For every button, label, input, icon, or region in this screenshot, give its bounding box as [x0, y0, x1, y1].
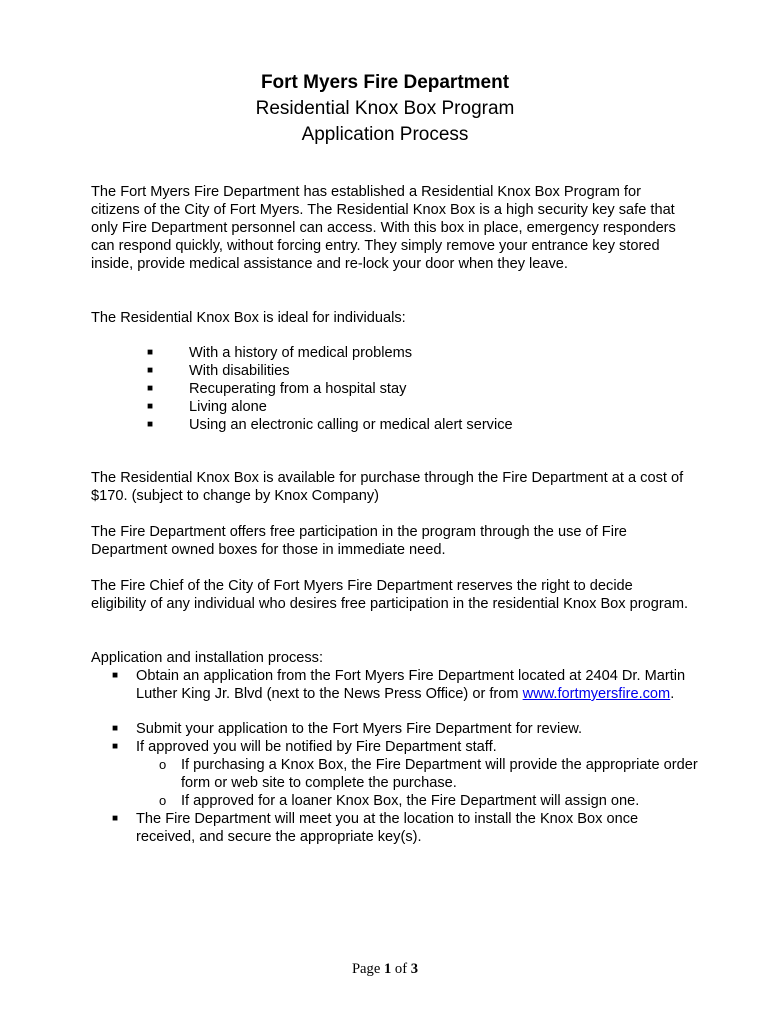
purchase-paragraph: The Residential Knox Box is available for purchase through the Fire Department at a cost of $170. (subject to change by Knox Company): [91, 470, 684, 504]
bullet-square-icon: [147, 416, 153, 434]
bullet-square-icon: [147, 398, 153, 416]
free-participation-paragraph: The Fire Department offers free participation in the program through the use of Fire Department owned boxes for those in immediate need.: [91, 524, 627, 558]
document-page: Fort Myers Fire Department Residential Knox Box Program Application Process The Fort Myers Fire Department has established a Residential Knox Box Program for citizens of the City of Fort Myers. The Residential Knox Box is a high security key safe that only Fire Department personnel can access. With this box in place, emergency responders can respond quickly, without forcing entry. They simply remove your entrance key stored inside, provide medical assistance and re-lock your door when they leave. The Residential Knox Box is ideal for individuals: ■ With a history of medical problems ■ With disabilities ■ Recuperating from a hospital stay ■ Living alone ■ Using an electronic calling or medical alert service The Residential Knox Box is available for purchase through the Fire Department at a cost of $170. (subject to change by Knox Company) The Fire Department offers free participation in the program through the use of Fire Department owned boxes for those in immediate need. The Fire Chief of the City of Fort Myers Fire Department reserves the right to decide eligibility of any individual who desires free participation in the residential Knox Box program. Application and installation process: ■ Obtain an application from the Fort Myers Fire Department located at 2404 Dr. Martin Luther King Jr. Blvd (next to the News Press Office) or from www.fortmyersfire.com. ■ Submit your application to the Fort Myers Fire Department for review. ■ If approved you will be notified by Fire Department staff. o If purchasing a Knox Box, the Fire Department will provide the appropriate order form or web site to complete the purchase. o If approved for a loaner Knox Box, the Fire Department will assign one. ■ The Fire Department will meet you at the location to install the Knox Box once received, and secure the appropriate key(s). Page 1 of 3: [0, 0, 770, 1024]
page-word: Page: [351, 961, 381, 977]
step-text: Obtain an application from the Fort Myers Fire Department located at 2404 Dr. Martin Luther King Jr. Blvd (next to the News Press Office) or from: [136, 668, 686, 702]
substep-text: If purchasing a Knox Box, the Fire Department will provide the appropriate order form or web site to complete the purchase.: [181, 757, 698, 791]
step-text: Submit your application to the Fort Myers Fire Department for review.: [136, 721, 583, 737]
title-block: [0, 70, 770, 148]
bullet-square-icon: [112, 667, 118, 685]
bullet-square-icon: [147, 362, 153, 380]
bullet-square-icon: [112, 810, 118, 828]
bullet-circle-icon: o: [159, 793, 167, 808]
page-number: 1: [383, 961, 392, 977]
eligibility-paragraph: The Fire Chief of the City of Fort Myers Fire Department reserves the right to decide eligibility of any individual who desires free participation in the residential Knox Box program.: [91, 578, 689, 612]
page-total: 3: [410, 961, 419, 977]
substep-text: If approved for a loaner Knox Box, the Fire Department will assign one.: [181, 793, 640, 809]
intro-paragraph: The Fort Myers Fire Department has established a Residential Knox Box Program for citizens of the City of Fort Myers. The Residential Knox Box is a high security key safe that only Fire Department personnel can access. With this box in place, emergency responders can respond quickly, without forcing entry. They simply remove your entrance key stored inside, provide medical assistance and re-lock your door when they leave.: [91, 184, 676, 272]
ideal-heading: The Residential Knox Box is ideal for individuals:: [91, 310, 406, 326]
document-subtitle-program: Residential Knox Box Program: [255, 98, 515, 119]
step-text: The Fire Department will meet you at the location to install the Knox Box once received, and secure the appropriate key(s).: [136, 811, 639, 845]
page-footer: [0, 961, 770, 978]
step-period: .: [670, 686, 675, 702]
bullet-square-icon: [112, 738, 118, 756]
document-subtitle-process: Application Process: [301, 124, 469, 145]
of-word: of: [394, 961, 408, 977]
bullet-square-icon: [147, 344, 153, 362]
process-heading: Application and installation process:: [91, 650, 324, 666]
bullet-square-icon: [112, 720, 118, 738]
bullet-circle-icon: o: [159, 757, 167, 772]
document-title: Fort Myers Fire Department: [260, 72, 510, 93]
bullet-square-icon: [147, 380, 153, 398]
step-text: If approved you will be notified by Fire Department staff.: [136, 739, 497, 755]
website-link[interactable]: www.fortmyersfire.com: [522, 686, 671, 702]
